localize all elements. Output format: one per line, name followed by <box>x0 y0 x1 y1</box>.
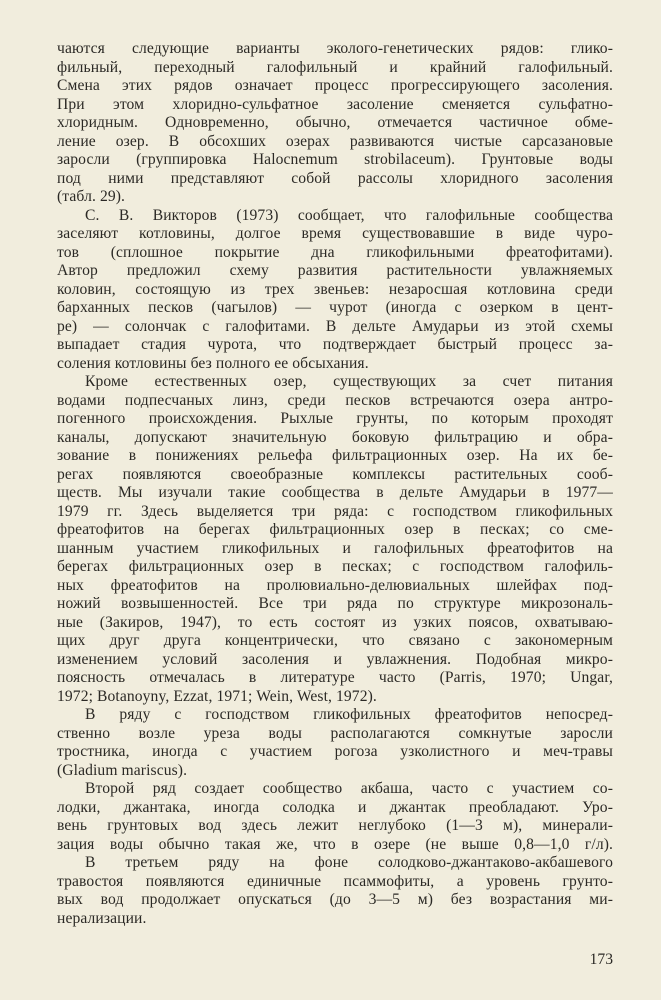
text-line: нерализации. <box>57 909 147 927</box>
page-text <box>57 40 613 928</box>
text-line: погенного происхождения. Рыхлые грунты, по которым проходят <box>57 410 613 427</box>
text-line: поясность отмечалась в литературе часто (Parris, 1970; Ungar, <box>57 669 613 686</box>
text-line: заросли (группировка Halocnemum strobilaceum). Грунтовые воды <box>57 151 613 168</box>
text-line: зация воды обычно такая же, что в озере (не выше 0,8—1,0 г/л). <box>57 835 613 853</box>
text-line: ственно возле уреза воды располагаются сомкнутые заросли <box>57 724 613 742</box>
text-line: барханных песков (чагылов) — чурот (иногда с озерком в цент- <box>57 299 613 316</box>
text-line: В ряду с господством гликофильных фреатофитов непосред- <box>85 706 613 723</box>
text-line: фреатофитов на берегах фильтрационных озер в песках; со сме- <box>57 521 613 538</box>
text-line: вень грунтовых вод здесь лежит неглубоко (1—3 м), минерали- <box>57 817 613 834</box>
text-line: чаются следующие варианты эколого-генетических рядов: глико- <box>57 40 613 57</box>
text-line: под ними представляют собой рассолы хлоридного засоления <box>57 169 613 187</box>
text-line: зование в понижениях рельефа фильтрационных озер. На их бе- <box>57 447 613 464</box>
text-line: Смена этих рядов означает процесс прогрессирующего засоления. <box>57 77 613 94</box>
text-line: ножий возвышенностей. Все три ряда по структуре микрозональ- <box>57 595 613 612</box>
text-line: С. В. Викторов (1973) сообщает, что галофильные сообщества <box>85 206 613 224</box>
page-number: 173 <box>589 951 613 968</box>
text-line: 1972; Botanoyny, Ezzat, 1971; Wein, West, 1972). <box>57 687 377 705</box>
text-line: В третьем ряду на фоне солодково-джантаково-акбашевого <box>85 854 613 871</box>
text-line: При этом хлоридно-сульфатное засоление сменяется сульфатно- <box>57 95 613 113</box>
text-line: ные (Закиров, 1947), то есть состоят из узких поясов, охватываю- <box>57 613 613 631</box>
text-line: (табл. 29). <box>57 188 126 205</box>
text-line: водами подпесчаных линз, среди песков встречаются озера антро- <box>57 391 613 409</box>
text-line: Автор предложил схему развития растительности увлажняемых <box>57 262 613 279</box>
text-line: ществ. Мы изучали такие сообщества в дельте Амударьи в 1977— <box>57 484 613 501</box>
text-line: ных фреатофитов на пролювиально-делювиальных шлейфах под- <box>57 576 613 594</box>
text-line: коловин, состоящую из трех звеньев: незаросшая котловина среди <box>57 280 613 298</box>
text-line: берегах фильтрационных озер в песках; с господством галофиль- <box>57 558 613 575</box>
text-line: ре) — солончак с галофитами. В дельте Амударьи из этой схемы <box>57 317 613 335</box>
text-line: хлоридным. Одновременно, обычно, отмечается частичное обме- <box>57 114 613 131</box>
text-line: тов (сплошное покрытие дна гликофильными фреатофитами). <box>57 243 613 261</box>
text-line: каналы, допускают значительную боковую фильтрацию и обра- <box>57 428 613 446</box>
text-line: Кроме естественных озер, существующих за счет питания <box>85 373 613 390</box>
text-line: выпадает стадия чурота, что подтверждает быстрый процесс за- <box>57 336 613 353</box>
text-line: 1979 гг. Здесь выделяется три ряда: с господством гликофильных <box>57 502 613 520</box>
text-line: регах появляются своеобразные комплексы растительных сооб- <box>57 465 613 483</box>
text-body <box>57 40 613 928</box>
text-line: заселяют котловины, долгое время существовавшие в виде чуро- <box>57 225 613 242</box>
text-line: травостоя появляются единичные псаммофиты, а уровень грунто- <box>57 872 613 890</box>
text-line: изменением условий засоления и увлажнения. Подобная микро- <box>57 650 613 668</box>
text-line: вых вод продолжает опускаться (до 3—5 м) без возрастания ми- <box>57 891 613 908</box>
text-line: Второй ряд создает сообщество акбаша, часто с участием со- <box>85 780 613 797</box>
text-line: фильный, переходный галофильный и крайний галофильный. <box>57 58 613 76</box>
text-line: лодки, джантака, иногда солодка и джантак преобладают. Уро- <box>57 798 613 816</box>
text-line: щих друг друга концентрически, что связано с закономерным <box>57 632 613 649</box>
text-line: шанным участием гликофильных и галофильных фреатофитов на <box>57 539 613 557</box>
text-line: соления котловины без полного ее обсыхания. <box>57 354 369 372</box>
text-line: тростника, иногда с участием рогоза узколистного и меч-травы <box>57 743 613 760</box>
text-line: ление озер. В обсохших озерах развиваются чистые сарсазановые <box>57 132 613 150</box>
text-line: (Gladium mariscus). <box>57 761 188 779</box>
